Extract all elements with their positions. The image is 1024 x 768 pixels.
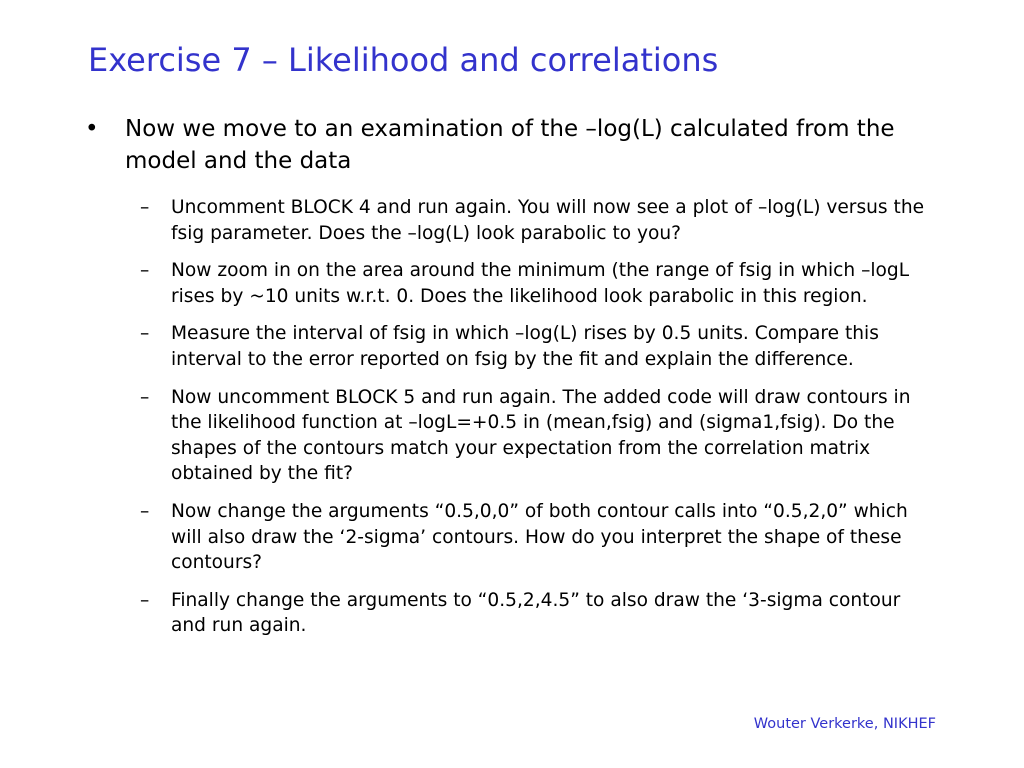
bullet-row [85, 113, 945, 177]
sub-bullet-text: Now zoom in on the area around the minimum (the range of fsig in which –logL rises by ~10 units w.r.t. 0. Does the likelihood look parabolic in this region. [171, 260, 910, 307]
slide-title: Exercise 7 – Likelihood and correlations [88, 41, 719, 79]
sub-bullet-item [140, 195, 940, 246]
sub-bullet-item [140, 588, 940, 639]
sub-bullet-item [140, 321, 940, 372]
footer-author: Wouter Verkerke, NIKHEF [753, 716, 936, 732]
sub-bullet-marker: – [140, 386, 150, 408]
sub-bullet-marker: – [140, 197, 150, 218]
sub-bullet-marker: – [140, 260, 150, 282]
sub-bullet-marker: – [140, 589, 150, 611]
sub-bullet-item [140, 499, 940, 576]
sub-bullet-text: Now uncomment BLOCK 5 and run again. The added code will draw contours in the likelihood function at –logL=+0.5 in (mean,fsig) and (sigma1,fsig). Do the shapes of the contours match your expectation from the correlation matrix obtained by the fit? [171, 386, 911, 485]
sub-bullet-text: Finally change the arguments to “0.5,2,4.5” to also draw the ‘3-sigma contour and run again. [171, 589, 901, 637]
sub-bullet-text: Measure the interval of fsig in which –log(L) rises by 0.5 units. Compare this interval to the error reported on fsig by the fit and explain the difference. [171, 323, 879, 370]
bullet-text: Now we move to an examination of the –log(L) calculated from the model and the data [125, 116, 895, 174]
sub-bullet-item [140, 258, 940, 309]
sub-bullet-marker: – [140, 500, 150, 522]
sub-bullet-marker: – [140, 323, 150, 345]
main-bullet [85, 113, 945, 177]
bullet-marker: • [85, 116, 99, 142]
sub-bullet-text: Now change the arguments “0.5,0,0” of both contour calls into “0.5,2,0” which will also draw the ‘2-sigma’ contours. How do you interpret the shape of these contours? [171, 500, 908, 574]
sub-bullet-list [140, 195, 940, 651]
sub-bullet-text: Uncomment BLOCK 4 and run again. You will now see a plot of –log(L) versus the fsig parameter. Does the –log(L) look parabolic to you? [171, 197, 925, 244]
sub-bullet-item [140, 385, 940, 487]
